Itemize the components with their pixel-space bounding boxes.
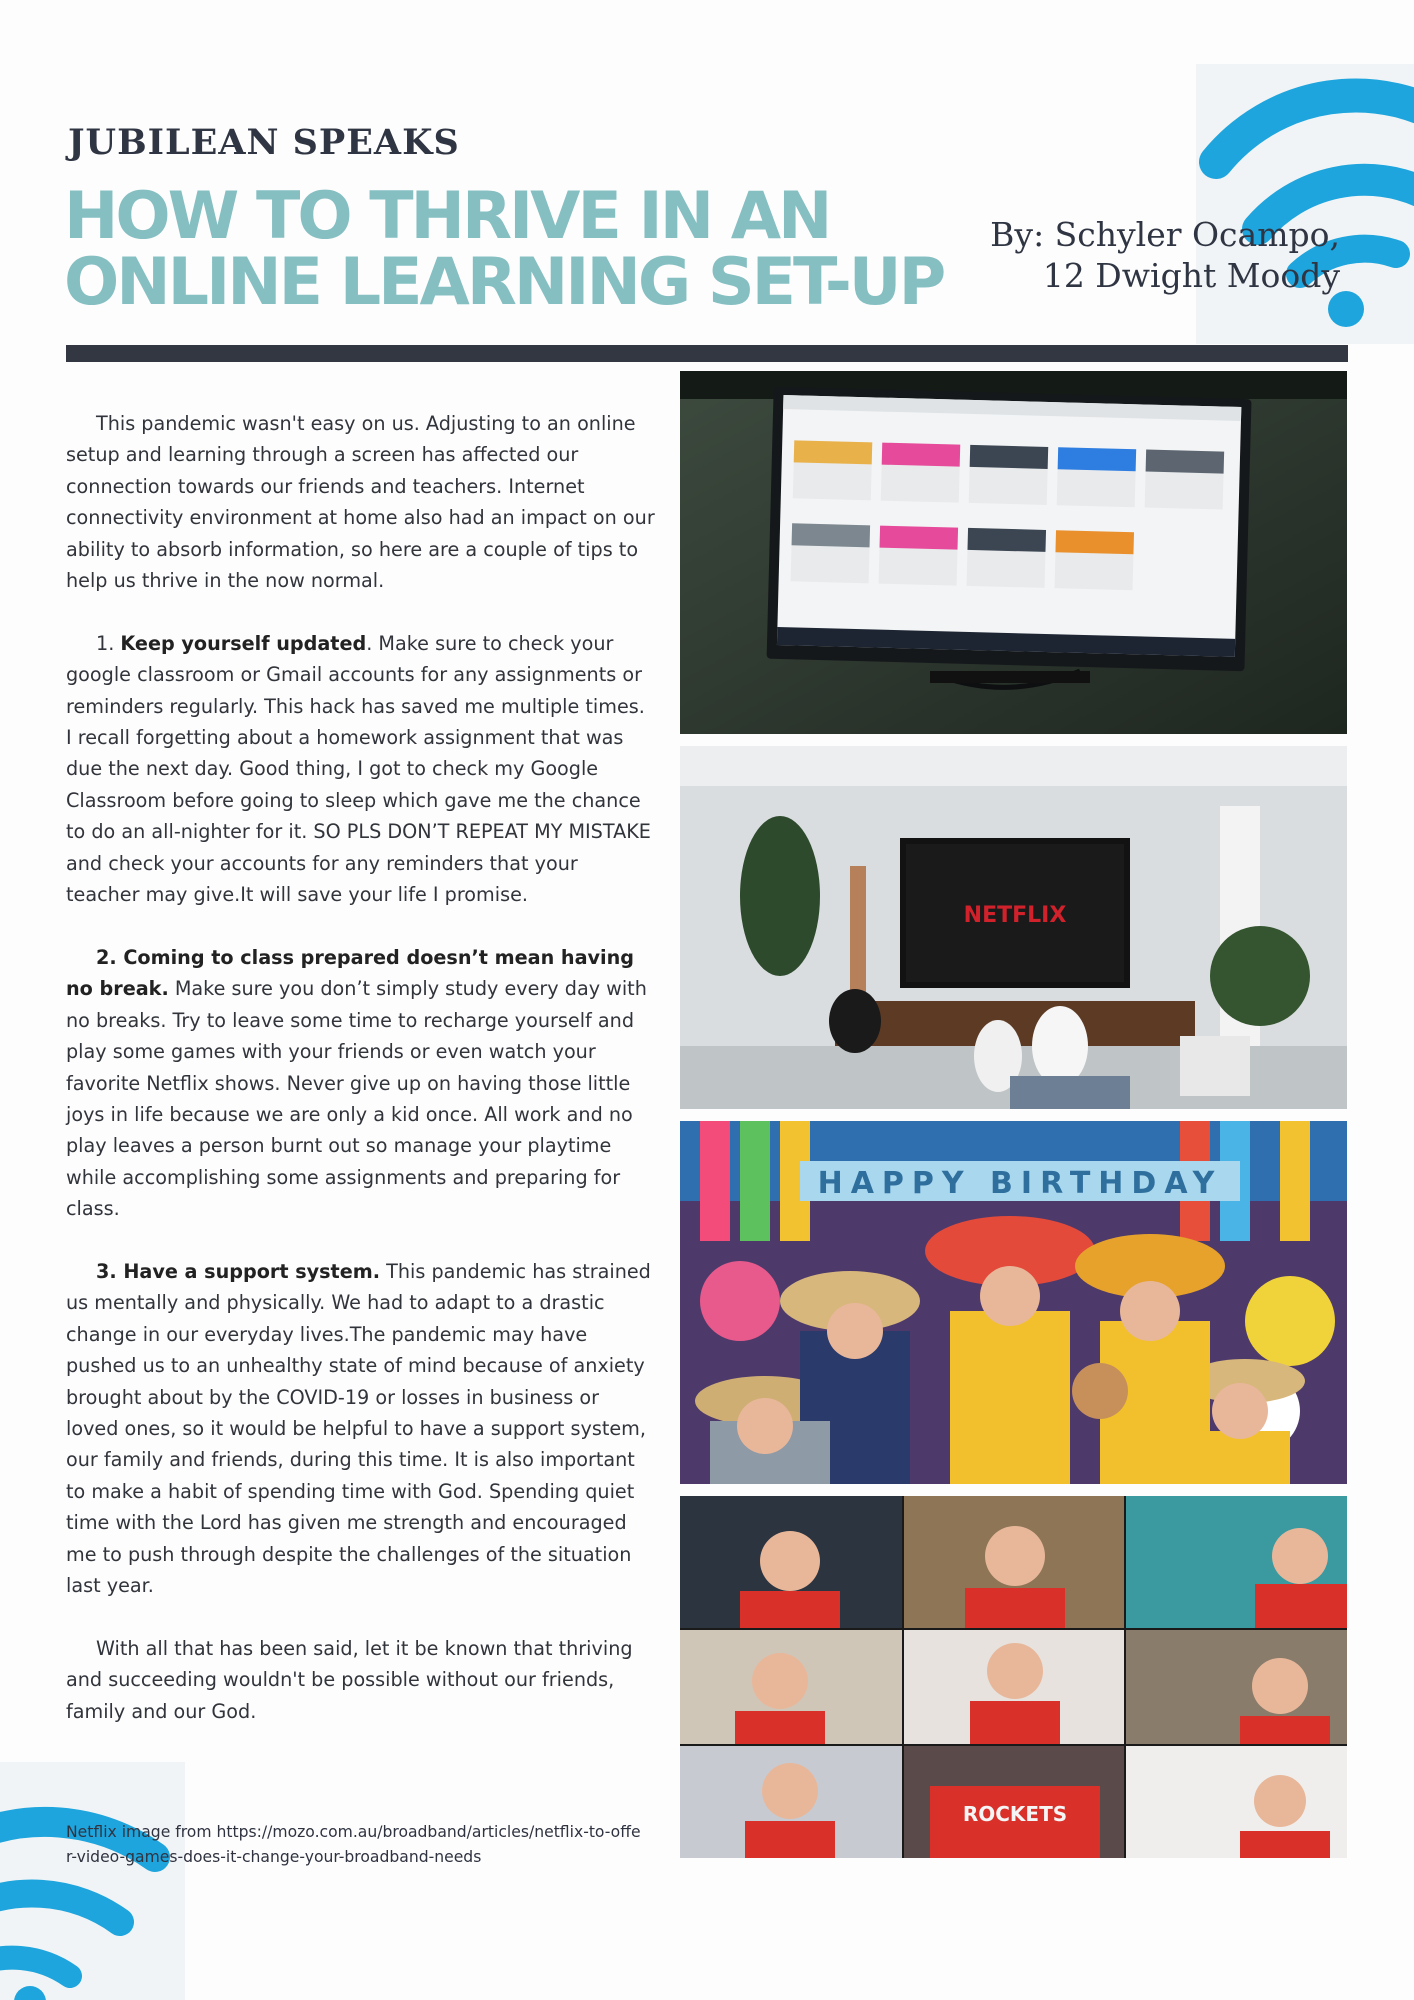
- tip-1-paragraph: [66, 628, 656, 911]
- photo-netflix-livingroom: [680, 746, 1347, 1109]
- tip-1-number: 1.: [96, 631, 121, 655]
- tip-2-paragraph: [66, 942, 656, 1225]
- byline-author: By: Schyler Ocampo,: [990, 215, 1340, 254]
- tip-3-body: This pandemic has strained us mentally and physically. We had to adapt to a drastic change in our everyday lives.The pandemic may have pushed us to an unhealthy state of mind because of anxiety brought about by the COVID-19 or losses in business or loved ones, so it would be helpful to have a support system, our family and friends, during this time. It is also important to make a habit of spending time with God. Spending quiet time with the Lord has given me strength and encouraged me to push through despite the challenges of the situation last year.: [66, 1259, 651, 1597]
- header-divider: [66, 345, 1348, 362]
- photo-birthday-family: [680, 1121, 1347, 1484]
- tip-1-body: . Make sure to check your google classroom or Gmail accounts for any assignments or reminders regularly. This hack has saved me multiple times. I recall forgetting about a homework assignment that was due the next day. Good thing, I got to check my Google Classroom before going to sleep which gave me the chance to do an all-nighter for it. SO PLS DON’T REPEAT MY MISTAKE and check your accounts for any reminders that your teacher may give.It will save your life I promise.: [66, 631, 651, 907]
- headline-line-2: ONLINE LEARNING SET-UP: [64, 245, 944, 320]
- tip-3-paragraph: [66, 1256, 656, 1601]
- headline-line-1: HOW TO THRIVE IN AN: [64, 179, 830, 254]
- byline-section: 12 Dwight Moody: [1042, 256, 1340, 295]
- closing-paragraph: With all that has been said, let it be known that thriving and succeeding wouldn't be possible without our friends, family and our God.: [66, 1636, 633, 1723]
- image-credit: Netflix image from https://mozo.com.au/broadband/articles/netflix-to-offer-video-games-does-it-change-your-broadband-needs: [66, 1823, 641, 1866]
- photo-classroom-monitor: [680, 371, 1347, 734]
- tip-1-title: Keep yourself updated: [120, 631, 367, 655]
- wifi-icon-bottom: [0, 1762, 185, 2000]
- article-body: [66, 408, 656, 1758]
- photo-video-call-grid: [680, 1496, 1347, 1858]
- tip-2-body: Make sure you don’t simply study every day with no breaks. Try to leave some time to recharge yourself and play some games with your friends or even watch your favorite Netflix shows. Never give up on having those little joys in life because we are only a kid once. All work and no play leaves a person burnt out so manage your playtime while accomplishing some assignments and preparing for class.: [66, 977, 647, 1221]
- tip-2-title: 2. Coming to class prepared doesn’t mean having no break.: [66, 945, 634, 1001]
- tip-3-title: 3. Have a support system.: [96, 1259, 381, 1283]
- article-headline: [64, 179, 944, 320]
- section-kicker: JUBILEAN SPEAKS: [68, 122, 460, 163]
- author-byline: [960, 214, 1340, 296]
- intro-paragraph: This pandemic wasn't easy on us. Adjusting to an online setup and learning through a screen has affected our connection towards our friends and teachers. Internet connectivity environment at home also had an impact on our ability to absorb information, so here are a couple of tips to help us thrive in the now normal.: [66, 412, 655, 593]
- wifi-icon-top: [1196, 64, 1414, 344]
- jersey-text: ROCKETS: [962, 1802, 1068, 1826]
- netflix-logo: NETFLIX: [963, 903, 1067, 928]
- birthday-banner: HAPPY BIRTHDAY: [817, 1166, 1223, 1201]
